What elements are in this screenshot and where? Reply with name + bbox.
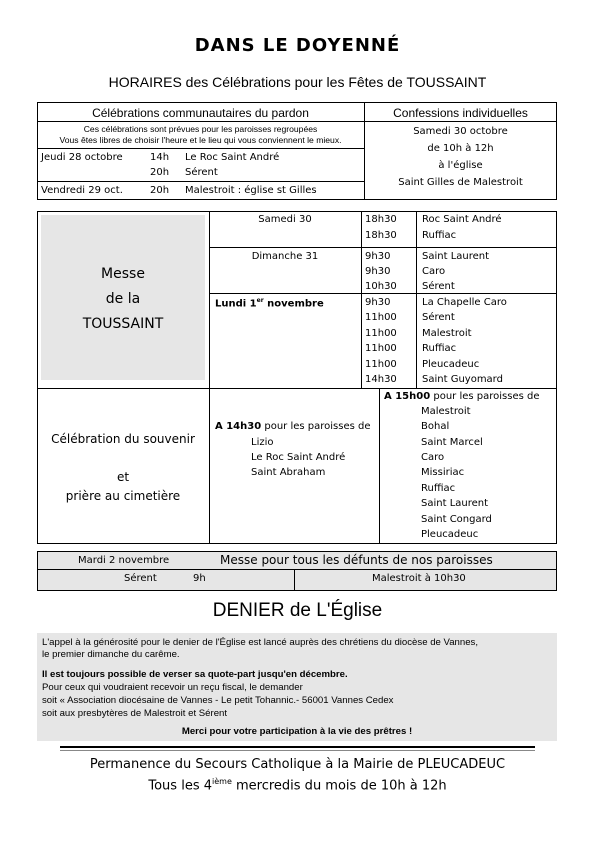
messe-time: 9h30	[365, 251, 391, 262]
souvenir-left-place: Le Roc Saint André	[251, 452, 346, 463]
souvenir-right-intro: A 15h00 pour les paroisses de	[384, 391, 540, 402]
confessions-line: de 10h à 12h	[427, 143, 494, 154]
messe-day: Samedi 30	[258, 214, 312, 225]
souvenir-right-place: Bohal	[421, 421, 450, 432]
defunts-heading: Messe pour tous les défunts de nos paroisses	[220, 553, 493, 567]
messe-time: 11h00	[365, 343, 397, 354]
confessions-line: Saint Gilles de Malestroit	[398, 177, 523, 188]
messe-place: Ruffiac	[422, 230, 457, 241]
pardon-row-place: Malestroit : église st Gilles	[185, 185, 317, 196]
souvenir-left-intro: A 14h30 pour les paroisses de	[215, 421, 371, 432]
secours-divider	[60, 746, 535, 748]
denier-p2-line1: Pour ceux qui voudraient recevoir un reçu fiscal, le demander	[42, 682, 303, 693]
pardon-row-day: Vendredi 29 oct.	[41, 185, 123, 196]
souvenir-left-place: Saint Abraham	[251, 467, 326, 478]
souvenir-right-place: Pleucadeuc	[421, 529, 479, 540]
pardon-row-time: 20h	[150, 167, 170, 178]
pardon-row-time: 14h	[150, 152, 170, 163]
pardon-row-day: Jeudi 28 octobre	[41, 152, 123, 163]
messe-place: La Chapelle Caro	[422, 297, 507, 308]
messe-time: 18h30	[365, 230, 397, 241]
pardon-row-place: Le Roc Saint André	[185, 152, 280, 163]
pardon-row-place: Sérent	[185, 167, 218, 178]
souvenir-left-place: Lizio	[251, 437, 274, 448]
souvenir-right-place: Ruffiac	[421, 483, 456, 494]
messe-day: Dimanche 31	[251, 251, 319, 262]
defunts-day: Mardi 2 novembre	[78, 555, 170, 566]
denier-p2-line3: soit aux presbytères de Malestroit et Sérent	[42, 708, 228, 719]
messe-place: Malestroit	[422, 328, 472, 339]
messe-place: Roc Saint André	[422, 214, 502, 225]
souvenir-right-place: Saint Laurent	[421, 498, 489, 509]
souvenir-right-place: Malestroit	[421, 406, 471, 417]
defunts-left-place: Sérent	[124, 573, 157, 584]
messe-time: 11h00	[365, 359, 397, 370]
messe-label-line: Messe	[101, 266, 145, 282]
messe-time: 11h00	[365, 328, 397, 339]
denier-thanks: Merci pour votre participation à la vie des prêtres !	[181, 726, 413, 737]
page-title: DANS LE DOYENNÉ	[194, 35, 401, 56]
messe-time: 10h30	[365, 281, 397, 292]
messe-label-line: TOUSSAINT	[82, 316, 164, 332]
messe-place: Sérent	[422, 281, 455, 292]
confessions-line: à l'église	[438, 160, 483, 171]
messe-place: Caro	[422, 266, 446, 277]
messe-time: 14h30	[365, 374, 397, 385]
denier-p2-line2: soit « Association diocésaine de Vannes - Le petit Tohannic.- 56001 Vannes Cedex	[42, 695, 394, 706]
messe-time: 11h00	[365, 312, 397, 323]
messe-place: Ruffiac	[422, 343, 457, 354]
messe-day: Lundi 1er novembre	[215, 297, 324, 310]
souvenir-right-place: Saint Marcel	[421, 437, 483, 448]
defunts-right: Malestroit à 10h30	[372, 573, 466, 584]
souvenir-right-place: Missiriac	[421, 467, 465, 478]
souvenir-label-line: prière au cimetière	[65, 489, 181, 503]
denier-p1-line1: L'appel à la générosité pour le denier de l'Église est lancé auprès des chrétiens du diocèse de Vannes,	[42, 637, 479, 648]
denier-title: DENIER de L'Église	[212, 600, 383, 621]
pardon-note-line2: Vous êtes libres de choisir l'heure et le lieu qui vous conviennent le mieux.	[59, 135, 342, 145]
souvenir-right-place: Saint Congard	[421, 514, 492, 525]
messe-time: 9h30	[365, 266, 391, 277]
denier-p1-line2: le premier dimanche du carême.	[42, 649, 180, 660]
messe-place: Saint Laurent	[422, 251, 490, 262]
pardon-heading: Célébrations communautaires du pardon	[92, 106, 309, 120]
page-subtitle: HORAIRES des Célébrations pour les Fêtes de TOUSSAINT	[108, 74, 487, 90]
souvenir-right-place: Caro	[421, 452, 445, 463]
secours-line1: Permanence du Secours Catholique à la Mairie de PLEUCADEUC	[89, 757, 506, 772]
messe-place: Saint Guyomard	[422, 374, 503, 385]
souvenir-label-line: et	[116, 470, 130, 484]
confessions-line: Samedi 30 octobre	[413, 126, 508, 137]
defunts-left-time: 9h	[193, 573, 206, 584]
messe-time: 9h30	[365, 297, 391, 308]
messe-time: 18h30	[365, 214, 397, 225]
denier-p2-bold: Il est toujours possible de verser sa quote-part jusqu'en décembre.	[42, 669, 348, 680]
pardon-row-time: 20h	[150, 185, 170, 196]
messe-place: Sérent	[422, 312, 455, 323]
messe-place: Pleucadeuc	[422, 359, 480, 370]
messe-label-line: de la	[105, 291, 141, 307]
pardon-note-line1: Ces célébrations sont prévues pour les paroisses regroupées	[83, 124, 318, 134]
souvenir-label-line: Célébration du souvenir	[51, 432, 195, 446]
confessions-heading: Confessions individuelles	[393, 106, 528, 120]
secours-line2: Tous les 4ième mercredis du mois de 10h à 12h	[148, 777, 447, 794]
